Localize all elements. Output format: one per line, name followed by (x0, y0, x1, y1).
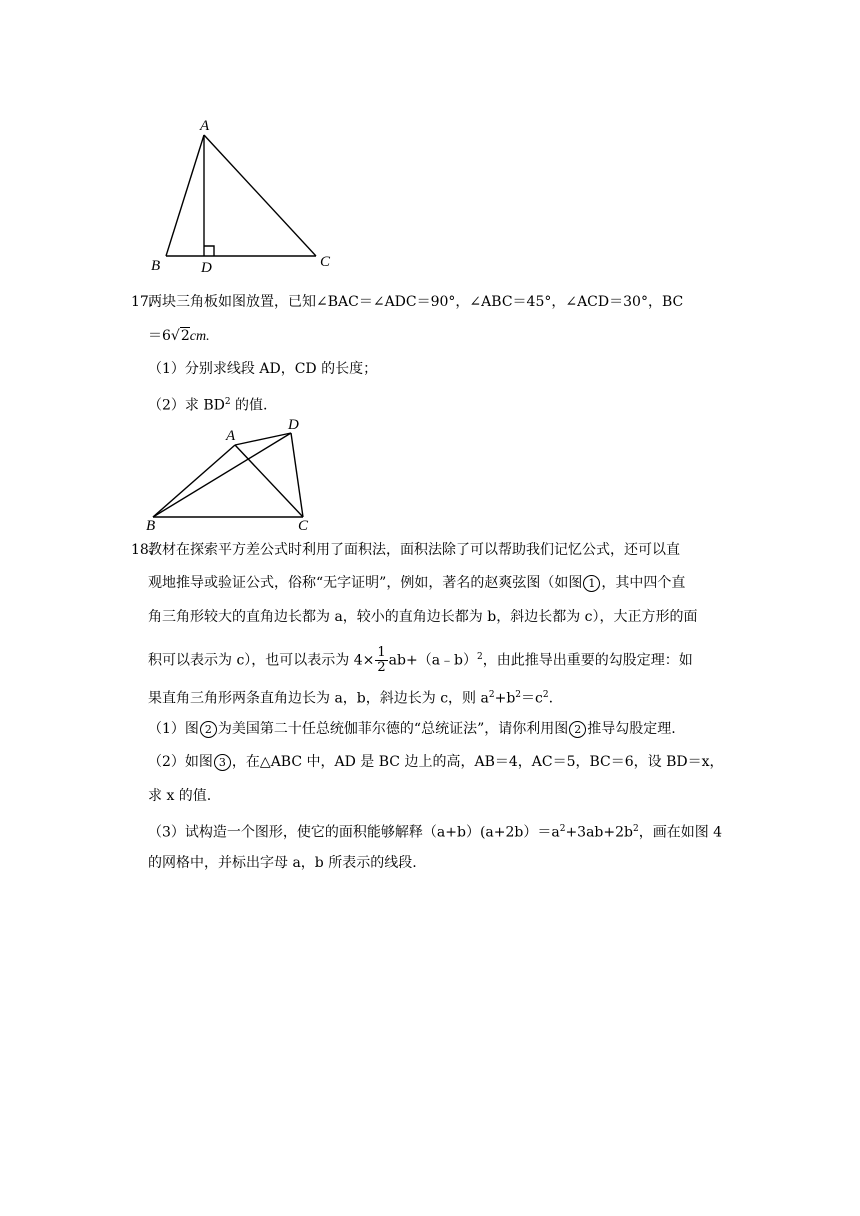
label-a: A (226, 428, 236, 444)
label-c: C (298, 518, 309, 534)
segment-ab (166, 135, 204, 256)
q17-radicand: 2 (180, 328, 190, 344)
question-18-line-1: 教材在探索平方差公式时利用了面积法，面积法除了可以帮助我们记忆公式，还可以直 (148, 542, 680, 558)
figure-triangle-altitude (140, 110, 350, 275)
question-17-line-2: ＝6√2cm. (148, 328, 210, 344)
question-18-line-4: 积可以表示为 c），也可以表示为 4× $\frac{1}{2}$ ab+（a﹣b）$^2$，由此推导出重要的勾股定理：如 (148, 645, 693, 676)
label-b: B (151, 258, 161, 274)
question-18-number: 18. (131, 542, 154, 558)
segment-bd (153, 433, 291, 517)
segment-dc (291, 433, 303, 517)
question-17-number: 17. (131, 294, 154, 310)
question-18-line-2: 观地推导或验证公式，俗称“无字证明”，例如，著名的赵爽弦图（如图 1 ，其中四个直 (148, 575, 686, 591)
question-17-line-1: 两块三角板如图放置，已知∠BAC＝∠ADC＝90°，∠ABC＝45°，∠ACD＝30°，BC (148, 294, 684, 310)
question-18-part-2-line-2: 求 x 的值. (148, 788, 212, 804)
label-d: D (201, 260, 212, 275)
label-b: B (146, 518, 156, 534)
question-18-line-5: 果直角三角形两条直角边长为 a，b，斜边长为 c，则 $a^2+b^2=c^2$. (148, 690, 554, 707)
q17-bc-unit: cm. (189, 329, 210, 344)
q17-bc-prefix: ＝6 (148, 328, 171, 344)
label-d: D (288, 417, 299, 433)
question-18-line-3: 角三角形较大的直角边长都为 a，较小的直角边长都为 b，斜边长都为 c），大正方形的面 (148, 609, 698, 625)
figure-two-set-squares (140, 412, 330, 536)
question-18-part-3-line-2: 的网格中，并标出字母 a，b 所表示的线段. (148, 855, 417, 871)
segment-ad (235, 433, 291, 445)
figure-ref-3: 3 (214, 754, 231, 771)
figure-ref-2: 2 (200, 721, 217, 738)
label-a: A (200, 118, 210, 134)
question-17-part-1: （1）分别求线段 AD，CD 的长度； (148, 361, 378, 377)
question-17-part-2: （2）求 $BD^2$ 的值. (148, 397, 268, 414)
label-c: C (320, 254, 331, 270)
question-18-part-2: （2）如图 3 ，在△ABC 中，AD 是 BC 边上的高，AB＝4，AC＝5，BC＝6，设 BD＝x， (148, 754, 724, 770)
question-18-part-3: （3）试构造一个图形，使它的面积能够解释$(a+b)(a+2b)=a^2+3ab+2b^2$，画在如图 4 (148, 824, 723, 841)
figure-ref-2b: 2 (569, 721, 586, 738)
fraction-one-half: $\frac{1}{2}$ (377, 645, 386, 676)
figure-ref-1: 1 (583, 575, 600, 592)
segment-ac (204, 135, 316, 256)
segment-ba (153, 445, 235, 517)
right-angle-mark (204, 246, 214, 256)
segment-ac (235, 445, 303, 517)
question-18-part-1: （1）图 2 为美国第二十任总统伽菲尔德的“总统证法”，请你利用图 2 推导勾股定理. (148, 721, 676, 737)
